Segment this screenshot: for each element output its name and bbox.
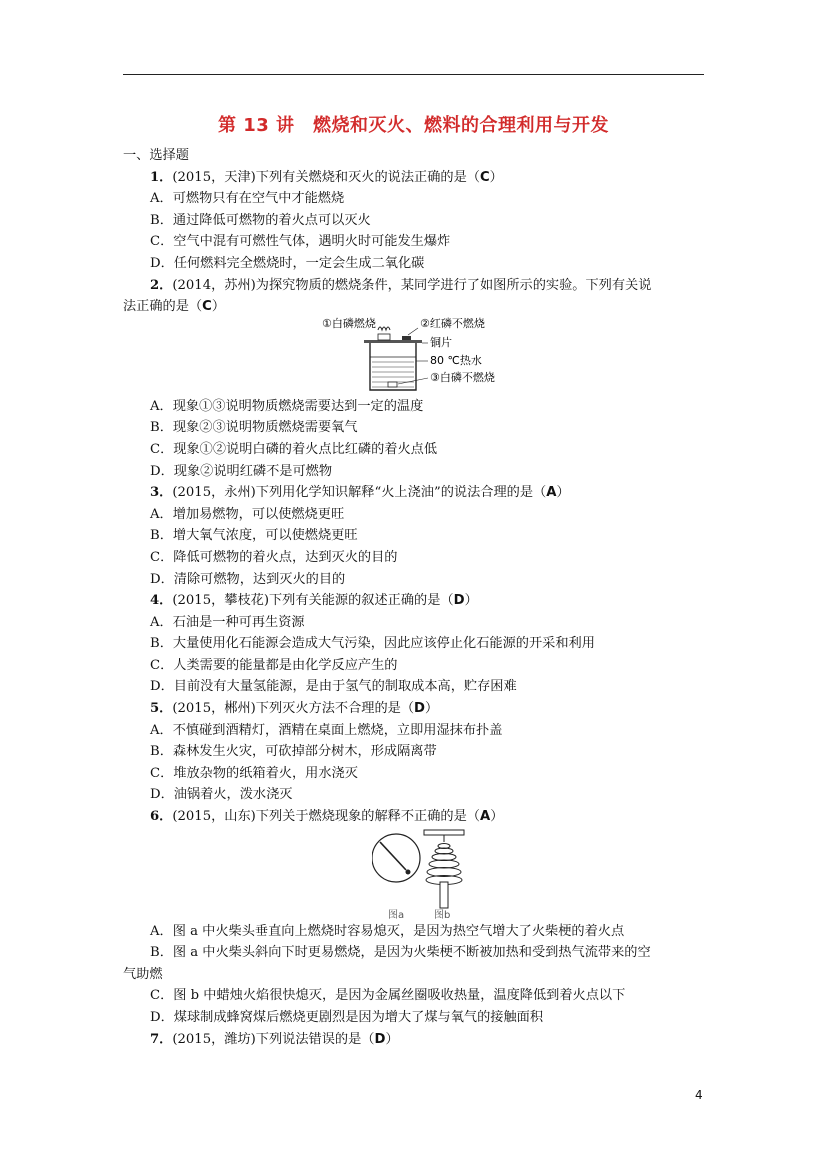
- question-5: [150, 698, 704, 720]
- question-3: [150, 482, 704, 504]
- question-number: 7．: [150, 1031, 173, 1047]
- option: A．石油是一种可再生资源: [150, 614, 305, 630]
- option: D．清除可燃物，达到灭火的目的: [150, 571, 346, 587]
- label-red-phosphorus-not-burning: ②红磷不燃烧: [420, 316, 485, 330]
- answer: A: [479, 809, 491, 825]
- paren-close: ）: [211, 299, 225, 315]
- answer: C: [202, 299, 212, 315]
- label-white-phosphorus-burning: ①白磷燃烧: [322, 316, 376, 330]
- label-hot-water: 80 ℃热水: [430, 353, 482, 367]
- page-number: 4: [695, 1088, 703, 1102]
- answer: D: [374, 1031, 386, 1047]
- match-candle-diagram: [372, 828, 492, 921]
- answer: D: [453, 593, 465, 609]
- paren-close: ）: [385, 1031, 399, 1047]
- label-copper-sheet: 铜片: [430, 335, 452, 349]
- answer: D: [414, 701, 425, 717]
- label-figure-a: 图a: [388, 909, 405, 921]
- paren-close: ）: [464, 593, 478, 609]
- paren-close: ）: [425, 701, 439, 717]
- paren-close: ）: [556, 485, 570, 501]
- option: A．可燃物只有在空气中才能燃烧: [150, 191, 345, 207]
- question-stem: 法正确的是（: [123, 299, 203, 315]
- question-1: [150, 167, 704, 189]
- option: B．森林发生火灾，可砍掉部分树木，形成隔离带: [150, 744, 437, 760]
- paren-close: ）: [489, 169, 503, 185]
- option: A．不慎碰到酒精灯，酒精在桌面上燃烧，立即用湿抹布扑盖: [150, 722, 503, 738]
- label-white-phosphorus-underwater: ③白磷不燃烧: [430, 370, 495, 384]
- question-4: [150, 590, 704, 612]
- option: D．煤球制成蜂窝煤后燃烧更剧烈是因为增大了煤与氧气的接触面积: [150, 1010, 544, 1025]
- question-stem: (2015，潍坊)下列说法错误的是（: [172, 1031, 375, 1047]
- question-number: 3．: [150, 485, 173, 501]
- question-stem-continued: [123, 296, 704, 318]
- option: C．降低可燃物的着火点，达到灭火的目的: [150, 549, 398, 565]
- figure-match-candle: [150, 828, 704, 921]
- question-stem: (2015，永州)下列用化学知识解释“火上浇油”的说法合理的是（: [172, 485, 547, 501]
- option: D．目前没有大量氢能源，是由于氢气的制取成本高，贮存困难: [150, 679, 517, 695]
- question-number: 4．: [150, 593, 173, 609]
- question-number: 2．: [150, 277, 173, 293]
- question-stem: (2015，攀枝花)下列有关能源的叙述正确的是（: [172, 593, 454, 609]
- option: D．油锅着火，泼水浇灭: [150, 787, 293, 803]
- question-6: [150, 806, 704, 828]
- answer: A: [546, 485, 557, 501]
- page-title: 第 13 讲 燃烧和灭火、燃料的合理利用与开发: [217, 115, 610, 136]
- option: C．堆放杂物的纸箱着火，用水浇灭: [150, 765, 358, 781]
- paren-close: ）: [490, 809, 504, 825]
- section-heading: 一、选择题: [123, 148, 189, 163]
- option-continued: 气助燃: [123, 966, 163, 982]
- option: B．增大氧气浓度，可以使燃烧更旺: [150, 528, 358, 544]
- question-stem: (2015，山东)下列关于燃烧现象的解释不正确的是（: [172, 809, 480, 825]
- question-stem: (2015，郴州)下列灭火方法不合理的是（: [172, 701, 415, 717]
- option: D．现象②说明红磷不是可燃物: [150, 463, 333, 479]
- option: C．现象①②说明白磷的着火点比红磷的着火点低: [150, 441, 438, 457]
- document-body: [123, 145, 704, 1050]
- question-2: [150, 275, 704, 297]
- option: C．图 b 中蜡烛火焰很快熄灭，是因为金属丝圈吸收热量，温度降低到着火点以下: [150, 988, 626, 1004]
- question-number: 1．: [150, 169, 173, 185]
- question-stem: (2015，天津)下列有关燃烧和灭火的说法正确的是（: [172, 169, 480, 185]
- option: B．大量使用化石能源会造成大气污染，因此应该停止化石能源的开采和利用: [150, 636, 595, 652]
- answer: C: [479, 169, 490, 185]
- experiment-diagram: [322, 316, 522, 394]
- option: A．现象①③说明物质燃烧需要达到一定的温度: [150, 398, 424, 414]
- label-figure-b: 图b: [434, 909, 451, 921]
- option: C．空气中混有可燃性气体，遇明火时可能发生爆炸: [150, 234, 451, 250]
- option: D．任何燃料完全燃烧时，一定会生成二氧化碳: [150, 255, 425, 271]
- option: B．现象②③说明物质燃烧需要氧气: [150, 420, 358, 436]
- figure-combustion-experiment: [150, 318, 704, 396]
- question-7: [150, 1029, 704, 1051]
- question-stem: (2014，苏州)为探究物质的燃烧条件，某同学进行了如图所示的实验。下列有关说: [172, 277, 652, 293]
- question-number: 5．: [150, 701, 173, 717]
- option: A．增加易燃物，可以使燃烧更旺: [150, 506, 345, 522]
- option: C．人类需要的能量都是由化学反应产生的: [150, 657, 398, 673]
- option: B．通过降低可燃物的着火点可以灭火: [150, 212, 371, 228]
- header-rule: [123, 74, 704, 75]
- option: B．图 a 中火柴头斜向下时更易燃烧，是因为火柴梗不断被加热和受到热气流带来的空: [150, 945, 651, 961]
- question-number: 6．: [150, 809, 173, 825]
- option: A．图 a 中火柴头垂直向上燃烧时容易熄灭，是因为热空气增大了火柴梗的着火点: [150, 923, 625, 939]
